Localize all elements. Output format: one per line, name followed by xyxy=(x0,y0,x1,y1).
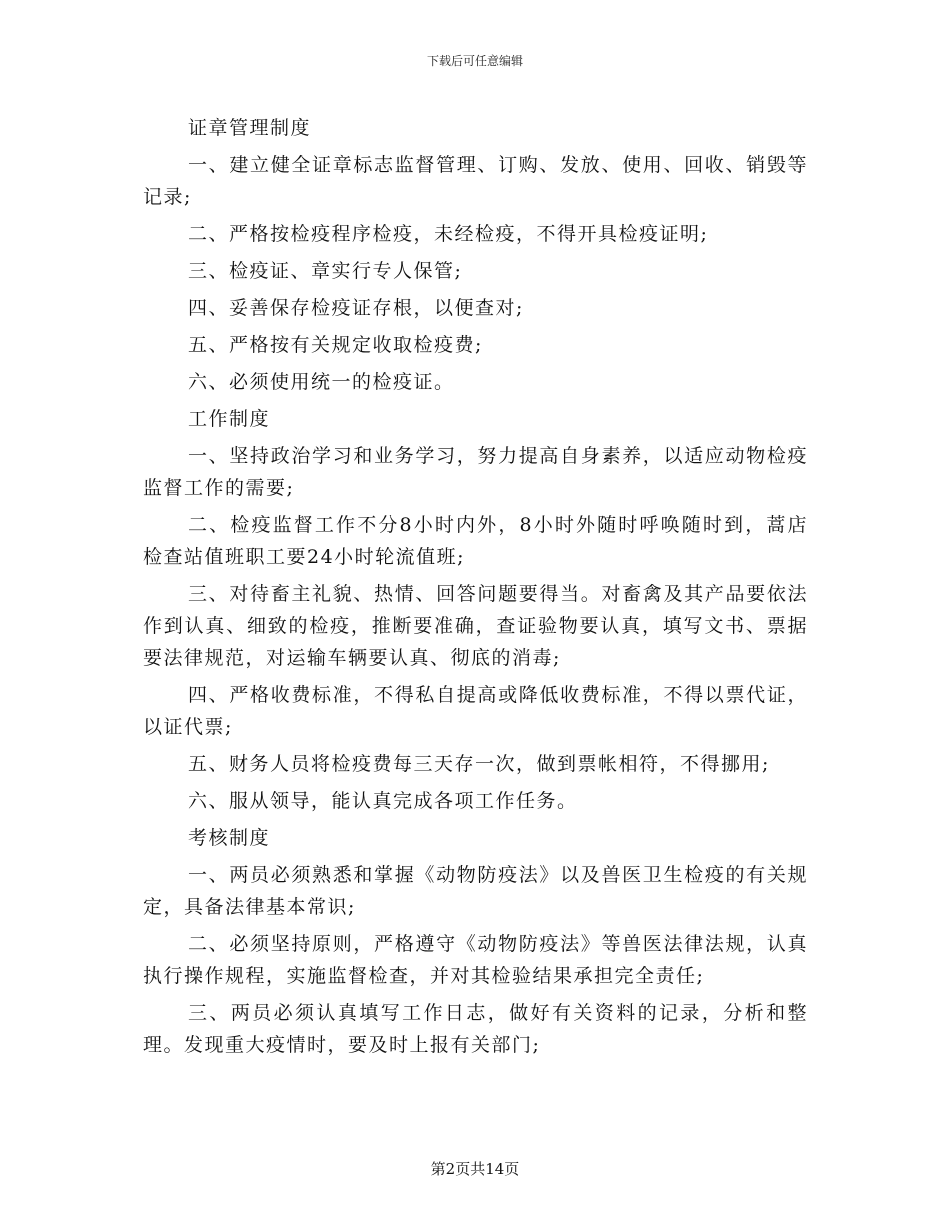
paragraph: 六、必须使用统一的检疫证。 xyxy=(188,371,455,393)
paragraph: 一、坚持政治学习和业务学习，努力提高自身素养，以适应动物检疫监督工作的需要; xyxy=(143,445,808,499)
paragraph: 二、严格按检疫程序检疫，未经检疫，不得开具检疫证明; xyxy=(188,223,709,245)
page-header-note: 下载后可任意编辑 xyxy=(426,54,523,68)
section-title: 考核制度 xyxy=(188,827,271,849)
paragraph: 一、两员必须熟悉和掌握《动物防疫法》以及兽医卫生检疫的有关规定，具备法律基本常识; xyxy=(143,864,808,918)
paragraph: 六、服从领导，能认真完成各项工作任务。 xyxy=(188,790,578,812)
paragraph: 四、妥善保存检疫证存根，以便查对; xyxy=(188,297,524,319)
paragraph: 三、检疫证、章实行专人保管; xyxy=(188,260,463,282)
paragraph: 三、两员必须认真填写工作日志，做好有关资料的记录，分析和整理。发现重大疫情时，要及时上报有关部门; xyxy=(143,1002,808,1056)
section-title: 证章管理制度 xyxy=(188,117,312,139)
paragraph: 二、必须坚持原则，严格遵守《动物防疫法》等兽医法律法规，认真执行操作规程，实施监督检查，并对其检验结果承担完全责任; xyxy=(143,933,808,987)
paragraph: 五、财务人员将检疫费每三天存一次，做到票帐相符，不得挪用; xyxy=(188,753,770,775)
section-title: 工作制度 xyxy=(188,408,271,430)
paragraph: 四、严格收费标准，不得私自提高或降低收费标准，不得以票代证，以证代票; xyxy=(143,684,808,738)
page-number: 第2页共14页 xyxy=(430,1160,520,1178)
paragraph: 二、检疫监督工作不分8小时内外，8小时外随时呼唤随时到，蒿店检查站值班职工要24小时轮流值班; xyxy=(143,514,808,568)
paragraph: 五、严格按有关规定收取检疫费; xyxy=(188,334,483,356)
paragraph: 一、建立健全证章标志监督管理、订购、发放、使用、回收、销毁等记录; xyxy=(143,154,808,208)
paragraph: 三、对待畜主礼貌、热情、回答问题要得当。对畜禽及其产品要依法作到认真、细致的检疫，推断要准确，查证验物要认真，填写文书、票据要法律规范，对运输车辆要认真、彻底的消毒; xyxy=(143,583,808,669)
document-body xyxy=(143,112,808,1066)
